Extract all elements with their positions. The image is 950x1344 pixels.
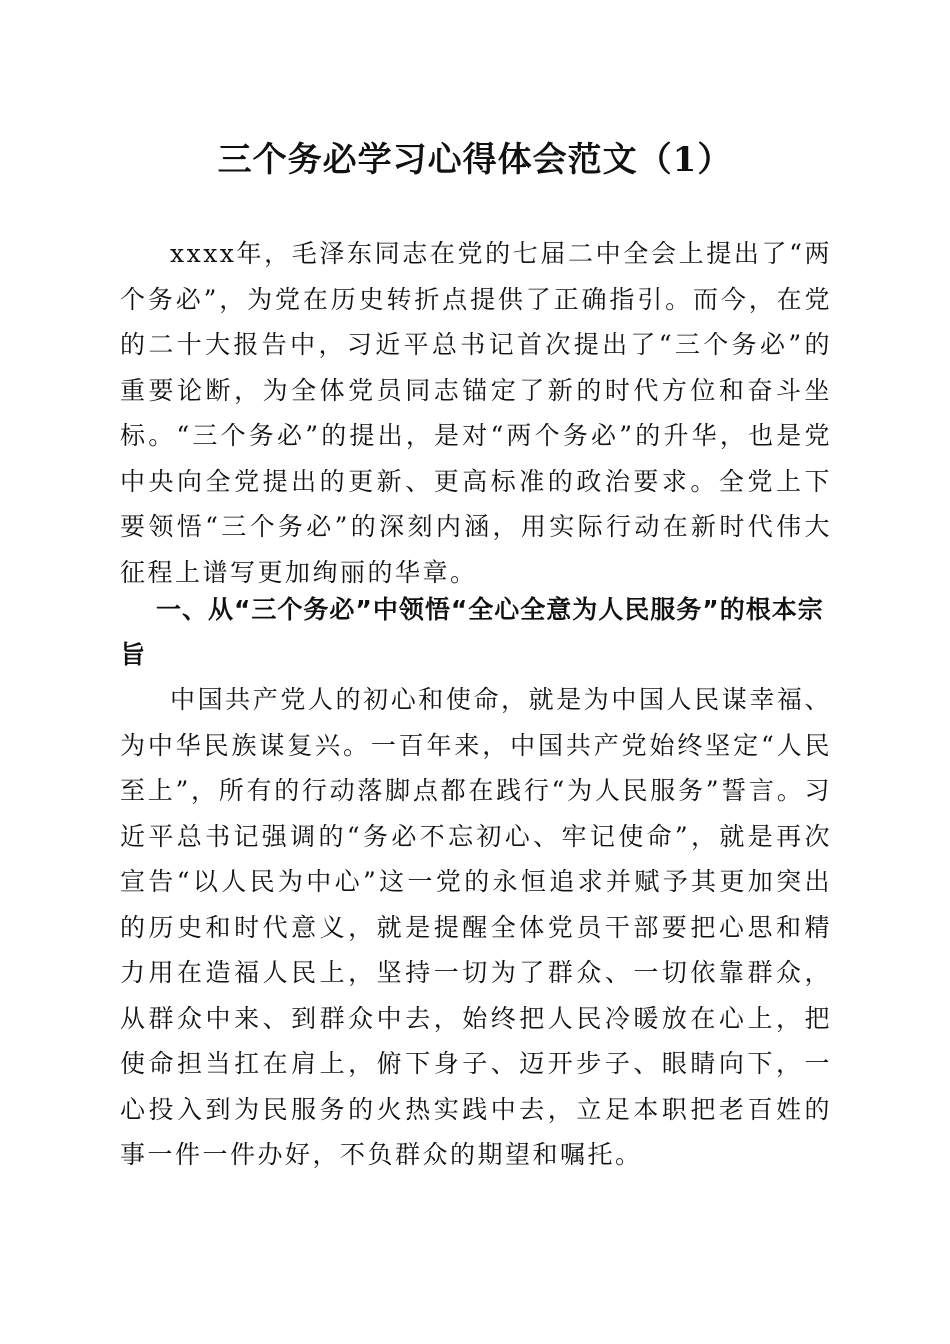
section-paragraph: 中国共产党人的初心和使命，就是为中国人民谋幸福、为中华民族谋复兴。一百年来，中国共产党始终坚定“人民至上”，所有的行动落脚点都在践行“为人民服务”誓言。习近平总书记强调的“务必不忘初心、牢记使命”，就是再次宣告“以人民为中心”这一党的永恒追求并赋予其更加突出的历史和时代意义，就是提醒全体党员干部要把心思和精力用在造福人民上，坚持一切为了群众、一切依靠群众，从群众中来、到群众中去，始终把人民冷暖放在心上，把使命担当扛在肩上，俯下身子、迈开步子、眼睛向下，一心投入到为民服务的火热实践中去，立足本职把老百姓的事一件一件办好，不负群众的期望和嘱托。 bbox=[120, 685, 832, 1169]
section-heading: 一、从“三个务必”中领悟“全心全意为人民服务”的根本宗旨 bbox=[120, 595, 824, 669]
document-title: 三个务必学习心得体会范文（1） bbox=[217, 140, 733, 180]
intro-paragraph: xxxx年，毛泽东同志在党的七届二中全会上提出了“两个务必”，为党在历史转折点提供了正确指引。而今，在党的二十大报告中，习近平总书记首次提出了“三个务必”的重要论断，为全体党员同志锚定了新的时代方位和奋斗坐标。“三个务必”的提出，是对“两个务必”的升华，也是党中央向全党提出的更新、更高标准的政治要求。全党上下要领悟“三个务必”的深刻内涵，用实际行动在新时代伟大征程上谱写更加绚丽的华章。 bbox=[120, 239, 832, 587]
